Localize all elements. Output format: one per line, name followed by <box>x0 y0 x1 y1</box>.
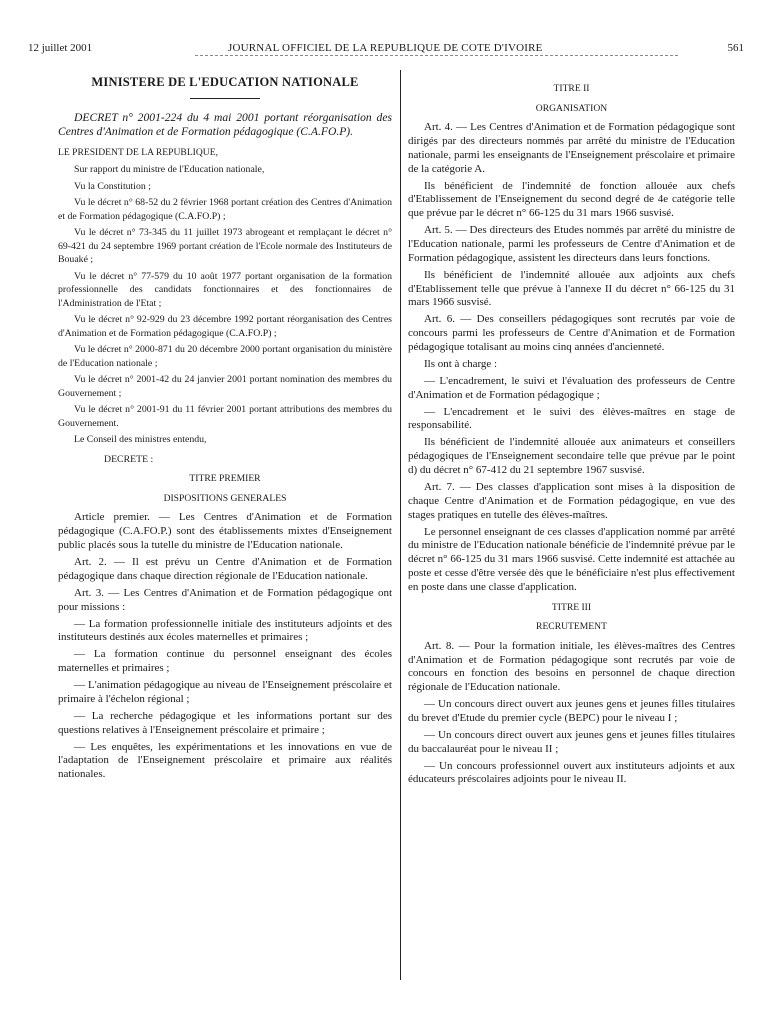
visa-item: Vu le décret n° 77-579 du 10 août 1977 portant organisation de la formation professionnelle des candidats fonctionnaires et des fonctionnaires de l'Administration de l'Etat ; <box>58 270 392 309</box>
article-4: Art. 4. — Les Centres d'Animation et de Formation pédagogique sont dirigés par des directeurs nommés par arrêté du ministre de l'Education nationale, parmi les enseignants de l'Enseignement préscolaire et primaire de la catégorie A. <box>408 121 735 175</box>
column-divider <box>400 70 401 980</box>
article-3-intro: Art. 3. — Les Centres d'Animation et de Formation pédagogique ont pour missions : <box>58 586 392 613</box>
list-item: — L'animation pédagogique au niveau de l'Enseignement préscolaire et primaire à l'échelon régional ; <box>58 679 392 705</box>
article-1: Article premier. — Les Centres d'Animation et de Formation pédagogique (C.A.FO.P.) sont des établissements mixtes d'Enseignement public placés sous la tutelle du ministre de l'Education nationale. <box>58 511 392 551</box>
list-item: — La formation professionnelle initiale des instituteurs adjoints et des instituteurs destinés aux écoles maternelles et primaires ; <box>58 617 392 644</box>
article-7: Art. 7. — Des classes d'application sont mises à la disposition de chaque Centre d'Animation et de Formation pédagogique, en vue des stages pratiques en tutelle des élèves-maîtres. <box>408 481 735 521</box>
article-8: Art. 8. — Pour la formation initiale, les élèves-maîtres des Centres d'Animation et de Formation pédagogique sont recrutés par voie de concours en fonction des besoins en personnel de chaque direction régionale de l'Education nationale. <box>408 639 735 694</box>
journal-title: JOURNAL OFFICIEL DE LA REPUBLIQUE DE COTE D'IVOIRE <box>228 42 543 54</box>
title-heading: TITRE II <box>553 83 590 94</box>
article-paragraph: Ils bénéficient de l'indemnité allouée aux adjoints aux chefs d'Etablissement telle que prévue à l'annexe II du décret n° 66-125 du 31 mars 1966 susvisé. <box>408 268 735 309</box>
list-item: — La formation continue du personnel enseignant des écoles maternelles et primaires ; <box>58 648 392 675</box>
title-heading: TITRE PREMIER <box>189 473 261 485</box>
page-header <box>28 40 744 60</box>
visa-item: Vu le décret n° 73-345 du 11 juillet 1973 abrogeant et remplaçant le décret n° 69-421 du 24 septembre 1969 portant création de l'Ecole normale des Instituteurs de Bouaké ; <box>58 227 392 266</box>
president-heading: LE PRESIDENT DE LA REPUBLIQUE, <box>58 146 218 158</box>
article-paragraph: Ils bénéficient de l'indemnité allouée aux animateurs et conseillers pédagogiques de l'Enseignement secondaire telle que prévue par le point d) du décret n° 67-412 du 21 septembre 1967 susvisé. <box>408 436 735 477</box>
visa-item: Le Conseil des ministres entendu, <box>74 434 207 446</box>
title-subheading: ORGANISATION <box>535 102 608 114</box>
title-subheading: RECRUTEMENT <box>536 621 607 633</box>
article-paragraph: Ils bénéficient de l'indemnité de fonction allouée aux chefs d'Etablissement de l'Enseignement du second degré de 4e catégorie telle que prévue par le décret n° 66-125 du 31 mars 1966 susvisé. <box>408 179 735 220</box>
header-rule <box>195 55 678 56</box>
ministry-title: MINISTERE DE L'EDUCATION NATIONALE <box>91 76 359 89</box>
header-date: 12 juillet 2001 <box>28 42 93 54</box>
list-item: — Un concours direct ouvert aux jeunes gens et jeunes filles titulaires du brevet d'Etude du premier cycle (BEPC) pour le niveau I ; <box>408 698 735 724</box>
list-item: — Un concours professionnel ouvert aux instituteurs adjoints et aux éducateurs préscolaires adjoints pour le niveau II. <box>408 759 735 786</box>
decree-title: DECRET n° 2001-224 du 4 mai 2001 portant réorganisation des Centres d'Animation et de Formation pédagogique (C.A.FO.P). <box>58 110 392 139</box>
list-item: — La recherche pédagogique et les informations portant sur des questions relatives à l'Enseignement préscolaire et primaire ; <box>58 709 392 736</box>
visa-item: Vu le décret n° 92-929 du 23 décembre 1992 portant réorganisation des Centres d'Animation et de Formation pédagogique (C.A.FO.P) ; <box>58 314 392 339</box>
title-heading: TITRE III <box>551 601 592 613</box>
decrete-label: DECRETE : <box>104 453 154 465</box>
visa-item: Vu le décret n° 68-52 du 2 février 1968 portant création des Centres d'Animation et de Formation pédagogique (C.A.FO.P) ; <box>58 197 392 222</box>
right-column <box>408 76 735 981</box>
article-5: Art. 5. — Des directeurs des Etudes nommés par arrêté du ministre de l'Education nationale, parmi les professeurs de Centre d'Animation et de Formation pédagogique, assistent les directeurs dans leurs fonctions. <box>408 224 735 264</box>
article-paragraph: Ils ont à charge : <box>424 357 498 370</box>
article-paragraph: Le personnel enseignant de ces classes d'application nommé par arrêté du ministre de l'Education nationale bénéficie de l'indemnité prévue par le décret n° 66-125 du 31 mars 1966 susvisé. Cette indemnité est attachée au poste et cesse d'être versée dès que le bénéficiaire n'est plus effectivement en poste dans une classe d'application. <box>408 525 735 593</box>
visa-item: Vu la Constitution ; <box>74 180 151 192</box>
visa-item: Sur rapport du ministre de l'Education nationale, <box>74 164 265 176</box>
list-item: — L'encadrement et le suivi des élèves-maîtres en stage de responsabilité. <box>408 405 735 432</box>
page-number: 561 <box>727 42 744 54</box>
list-item: — Les enquêtes, les expérimentations et les innovations en vue de l'adaptation de l'Enseignement préscolaire et primaire aux réalités nationales. <box>58 740 392 781</box>
ministry-rule <box>190 98 260 99</box>
list-item: — Un concours direct ouvert aux jeunes gens et jeunes filles titulaires du baccalauréat pour le niveau II ; <box>408 728 735 755</box>
visa-item: Vu le décret n° 2001-91 du 11 février 2001 portant attributions des membres du Gouvernement. <box>58 404 392 429</box>
article-2: Art. 2. — Il est prévu un Centre d'Animation et de Formation pédagogique dans chaque direction régionale de l'Education nationale. <box>58 555 392 582</box>
left-column <box>58 76 392 981</box>
article-6: Art. 6. — Des conseillers pédagogiques sont recrutés par voie de concours parmi les professeurs de Centre d'Animation et de Formation pédagogique totalisant au moins cinq années d'ancienneté. <box>408 313 735 353</box>
visa-item: Vu le décret n° 2000-871 du 20 décembre 2000 portant organisation du ministère de l'Education nationale ; <box>58 344 392 369</box>
title-subheading: DISPOSITIONS GENERALES <box>163 492 287 504</box>
visa-item: Vu le décret n° 2001-42 du 24 janvier 2001 portant nomination des membres du Gouvernement ; <box>58 374 392 399</box>
list-item: — L'encadrement, le suivi et l'évaluation des professeurs de Centre d'Animation et de Formation pédagogique ; <box>408 374 735 401</box>
